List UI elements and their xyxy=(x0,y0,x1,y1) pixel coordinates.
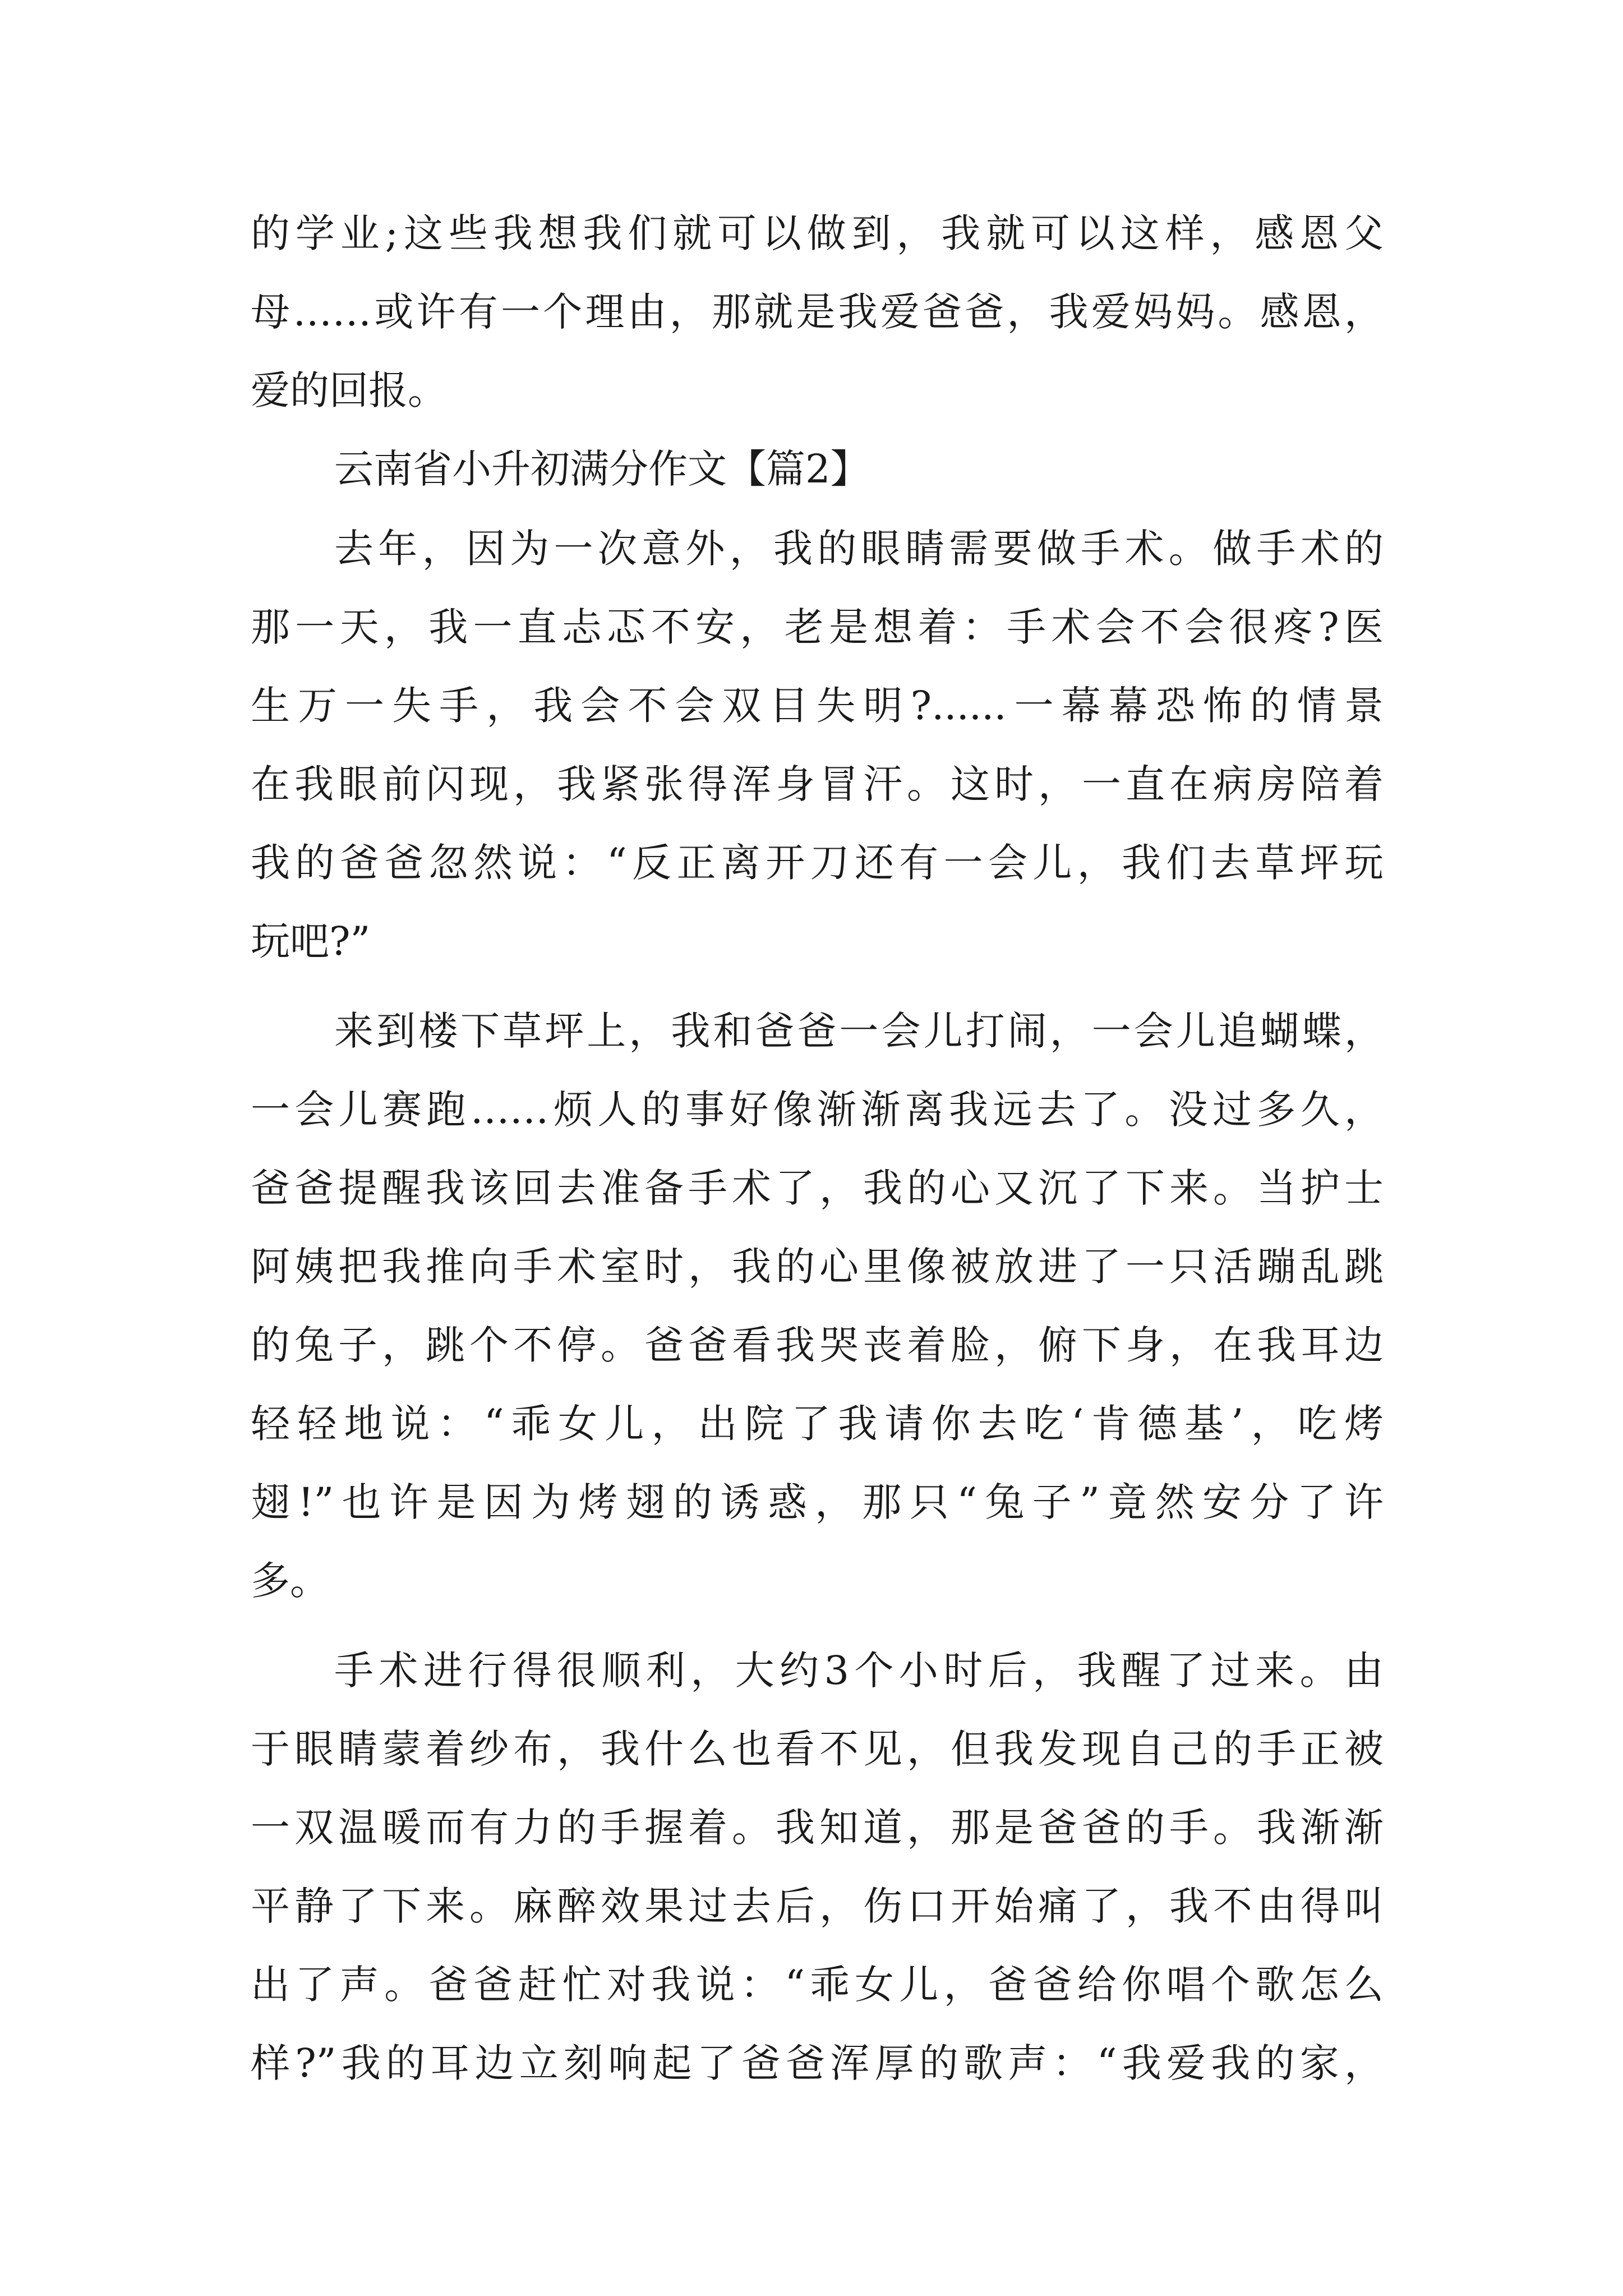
text-line: 出了声。爸爸赶忙对我说：“乖女儿，爸爸给你唱个歌怎么 xyxy=(251,1962,1384,2008)
text-line: 样?”我的耳边立刻响起了爸爸浑厚的歌声：“我爱我的家， xyxy=(251,2040,1384,2086)
text-line: 那一天，我一直忐忑不安，老是想着：手术会不会很疼?医 xyxy=(251,604,1384,650)
text-line: 母……或许有一个理由，那就是我爱爸爸，我爱妈妈。感恩， xyxy=(251,289,1384,335)
text-line: 玩吧?” xyxy=(251,918,371,964)
section-heading: 云南省小升初满分作文【篇2】 xyxy=(334,446,870,492)
text-line: 平静了下来。麻醉效果过去后，伤口开始痛了，我不由得叫 xyxy=(251,1883,1384,1929)
text-line: 爸爸提醒我该回去准备手术了，我的心又沉了下来。当护士 xyxy=(251,1165,1384,1211)
text-line: 阿姨把我推向手术室时，我的心里像被放进了一只活蹦乱跳 xyxy=(251,1244,1384,1290)
text-line: 一会儿赛跑……烦人的事好像渐渐离我远去了。没过多久， xyxy=(251,1087,1384,1133)
text-line: 一双温暖而有力的手握着。我知道，那是爸爸的手。我渐渐 xyxy=(251,1805,1384,1851)
text-line: 翅!”也许是因为烤翅的诱惑，那只“兔子”竟然安分了许 xyxy=(251,1479,1384,1525)
text-line: 生万一失手，我会不会双目失明?......一幕幕恐怖的情景 xyxy=(251,683,1384,729)
text-line: 我的爸爸忽然说：“反正离开刀还有一会儿，我们去草坪玩 xyxy=(251,840,1384,886)
text-line: 的兔子，跳个不停。爸爸看我哭丧着脸，俯下身，在我耳边 xyxy=(251,1322,1384,1368)
text-line: 爱的回报。 xyxy=(251,367,447,413)
text-line: 于眼睛蒙着纱布，我什么也看不见，但我发现自己的手正被 xyxy=(251,1726,1384,1772)
text-line: 多。 xyxy=(251,1558,329,1604)
text-line: 的学业;这些我想我们就可以做到，我就可以这样，感恩父 xyxy=(251,210,1384,256)
text-line: 轻轻地说：“乖女儿，出院了我请你去吃‘肯德基’，吃烤 xyxy=(251,1401,1384,1447)
text-line: 去年，因为一次意外，我的眼睛需要做手术。做手术的 xyxy=(334,526,1384,572)
text-line: 在我眼前闪现，我紧张得浑身冒汗。这时，一直在病房陪着 xyxy=(251,761,1384,807)
text-line: 来到楼下草坪上，我和爸爸一会儿打闹，一会儿追蝴蝶， xyxy=(334,1008,1384,1054)
text-line: 手术进行得很顺利，大约3个小时后，我醒了过来。由 xyxy=(334,1648,1384,1694)
